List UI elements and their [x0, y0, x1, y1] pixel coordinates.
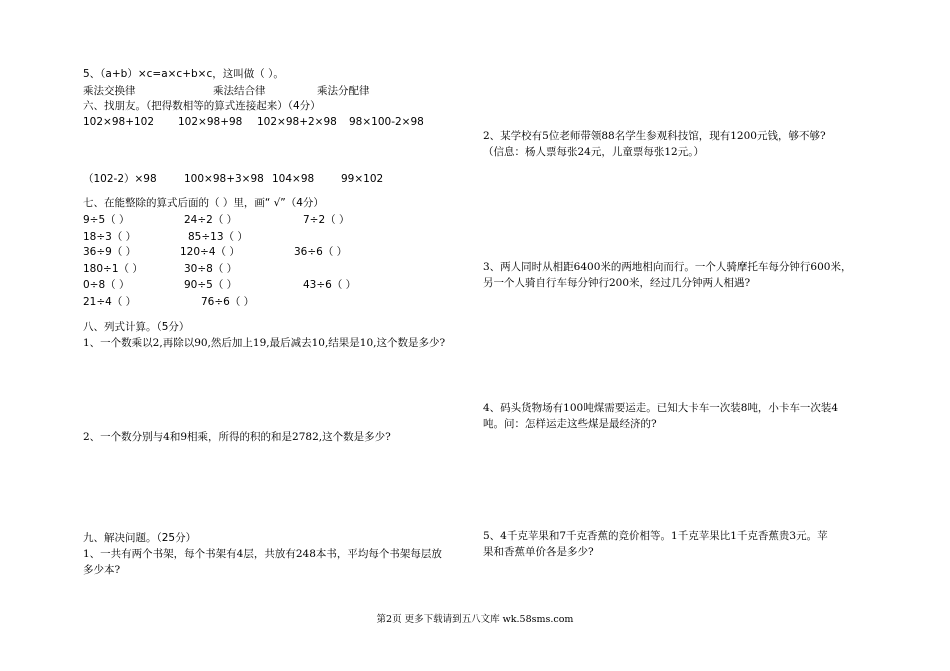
right-q3-cont: 另一个人骑自行车每分钟行200米，经过几分钟两人相遇?	[483, 277, 751, 289]
division-item: 18÷3（ ）	[83, 231, 137, 243]
option-3: 乘法分配律	[317, 85, 370, 97]
division-item: 85÷13（ ）	[188, 231, 248, 243]
expr: 102×98+98	[178, 116, 243, 128]
division-item: 90÷5（ ）	[184, 279, 238, 291]
expr: 102×98+102	[83, 116, 155, 128]
right-q4: 4、码头货物场有100吨煤需要运走。已知大卡车一次装8吨，小卡车一次装4	[483, 402, 839, 414]
right-q3: 3、两人同时从相距6400米的两地相向而行。一个人骑摩托车每分钟行600米，	[483, 261, 852, 273]
section-9-q1: 1、一共有两个书架，每个书架有4层，共放有248本书，平均每个书架每层放	[83, 548, 442, 560]
expr: 98×100-2×98	[349, 116, 424, 128]
division-item: 0÷8（ ）	[83, 279, 130, 291]
section-8-title: 八、列式计算。（5分）	[83, 321, 190, 333]
right-q5-cont: 果和香蕉单价各是多少?	[483, 546, 594, 558]
expr: 100×98+3×98	[184, 173, 264, 185]
right-q5: 5、4千克苹果和7千克香蕉的竞价相等。1千克苹果比1千克香蕉贵3元。苹	[483, 530, 828, 542]
expr: （102-2）×98	[83, 173, 157, 185]
division-item: 36÷6（ ）	[294, 246, 348, 258]
section-9-title: 九、解决问题。（25分）	[83, 532, 197, 544]
question-5: 5、（a+b）×c=a×c+b×c，这叫做（ ）。	[83, 68, 284, 80]
right-q2: 2、某学校有5位老师带领88名学生参观科技馆，现有1200元钱，够不够?	[483, 130, 826, 142]
section-9-q1-cont: 多少本?	[83, 564, 121, 576]
division-item: 76÷6（ ）	[201, 296, 255, 308]
section-6-title: 六、找朋友。（把得数相等的算式连接起来）（4分）	[83, 100, 321, 112]
division-item: 43÷6（ ）	[303, 279, 357, 291]
section-8-q2: 2、一个数分别与4和9相乘，所得的积的和是2782,这个数是多少?	[83, 431, 391, 443]
division-item: 9÷5（ ）	[83, 214, 130, 226]
expr: 99×102	[341, 173, 384, 185]
division-item: 21÷4（ ）	[83, 296, 137, 308]
division-item: 36÷9（ ）	[83, 246, 137, 258]
division-item: 180÷1（ ）	[83, 263, 143, 275]
expr: 104×98	[272, 173, 315, 185]
option-2: 乘法结合律	[213, 85, 266, 97]
right-q4-cont: 吨。问：怎样运走这些煤是最经济的?	[483, 418, 657, 430]
section-8-q1: 1、一个数乘以2,再除以90,然后加上19,最后减去10,结果是10,这个数是多少?	[83, 337, 446, 349]
option-1: 乘法交换律	[83, 85, 136, 97]
division-item: 7÷2（ ）	[303, 214, 350, 226]
right-q2-info: （信息：杨人票每张24元，儿童票每张12元。）	[483, 146, 704, 158]
division-item: 30÷8（ ）	[184, 263, 238, 275]
division-item: 120÷4（ ）	[180, 246, 240, 258]
expr: 102×98+2×98	[257, 116, 337, 128]
division-item: 24÷2（ ）	[184, 214, 238, 226]
page-footer: 第2页 更多下载请到五八文库 wk.58sms.com	[376, 614, 574, 625]
section-7-title: 七、在能整除的算式后面的（ ）里，画“ √”（4分）	[83, 197, 324, 209]
